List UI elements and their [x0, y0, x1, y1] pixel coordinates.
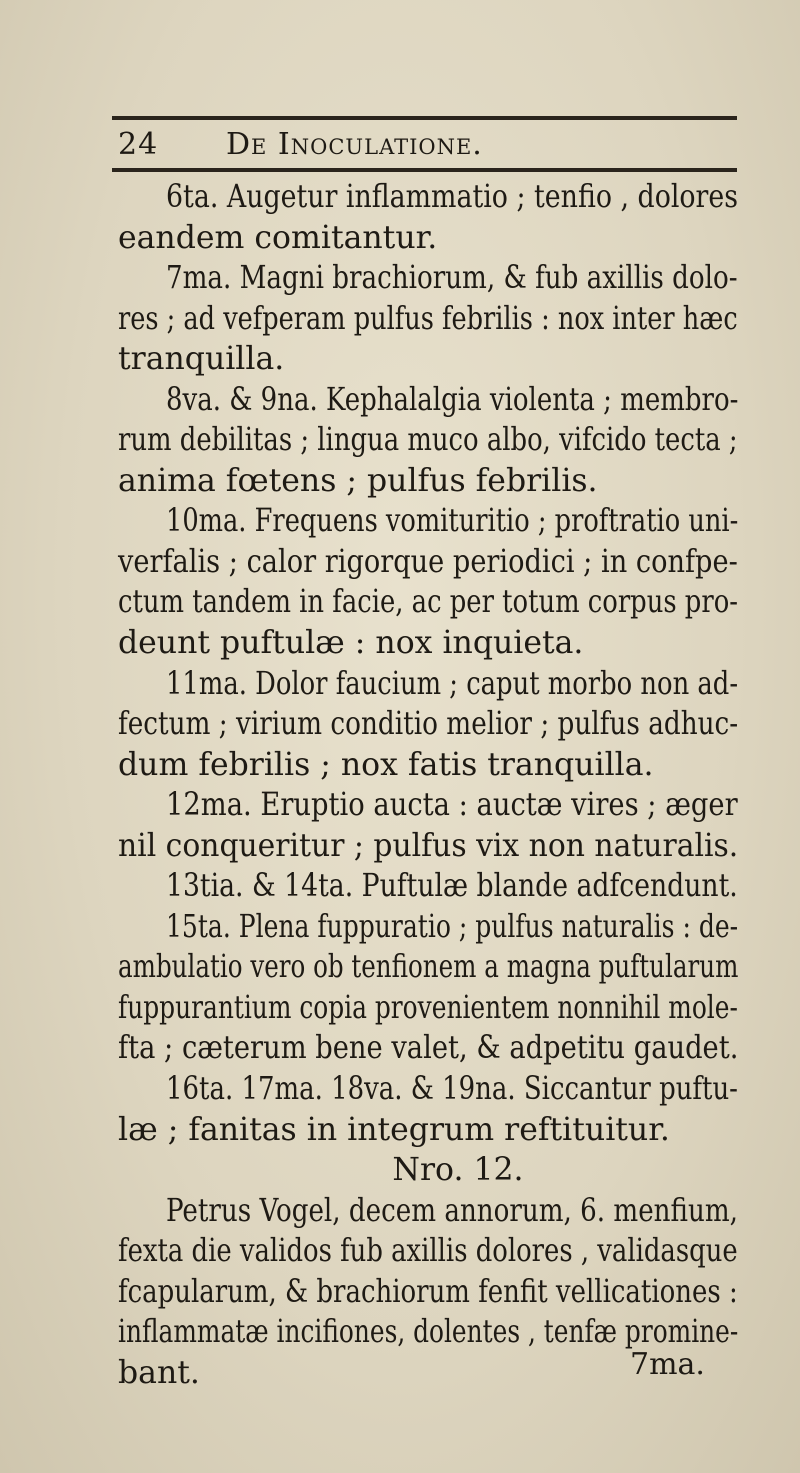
text-line: 11ma. Dolor faucium ; caput morbo non ad-: [166, 665, 739, 702]
text-line: tranquilla.: [118, 341, 285, 378]
text-line: læ ; fanitas in integrum reftituitur.: [118, 1111, 670, 1148]
text-line: bant.: [118, 1354, 200, 1391]
text-line: ambulatio vero ob tenfionem a magna puftularum: [118, 949, 739, 986]
text-line: fcapularum, & brachiorum fenfit vellicationes :: [118, 1273, 738, 1310]
text-line: 10ma. Frequens vomituritio ; proftratio uni-: [166, 503, 739, 540]
text-line: 15ta. Plena fuppuratio ; pulfus naturalis : de-: [166, 908, 739, 945]
running-head: De Inoculatione.: [226, 127, 483, 162]
text-line: nil conqueritur ; pulfus vix non naturalis.: [118, 827, 739, 864]
header-rule: [112, 168, 737, 172]
text-line: ctum tandem in facie, ac per totum corpus pro-: [118, 584, 738, 621]
text-line: 16ta. 17ma. 18va. & 19na. Siccantur puftu-: [166, 1071, 738, 1108]
text-line: 7ma. Magni brachiorum, & fub axillis dolo-: [166, 260, 738, 297]
text-line: res ; ad vefperam pulfus febrilis : nox inter hæc: [118, 300, 738, 337]
page-number: 24: [118, 127, 159, 162]
text-line: inflammatæ incifiones, dolentes , tenfæ promine-: [118, 1314, 739, 1351]
text-line: anima fœtens ; pulfus febrilis.: [118, 462, 598, 499]
text-line: 8va. & 9na. Kephalalgia violenta ; membro-: [166, 381, 739, 418]
text-line: rum debilitas ; lingua muco albo, vifcido tecta ;: [118, 422, 738, 459]
section-heading: Nro. 12.: [392, 1152, 524, 1189]
text-line: deunt puftulæ : nox inquieta.: [118, 625, 584, 662]
text-line: fectum ; virium conditio melior ; pulfus adhuc-: [118, 706, 739, 743]
catchword: 7ma.: [630, 1347, 705, 1382]
text-line: 6ta. Augetur inflammatio ; tenfio , dolores: [166, 179, 739, 215]
text-line: fuppurantium copia provenientem nonnihil mole-: [118, 989, 738, 1026]
text-line: fta ; cæterum bene valet, & adpetitu gaudet.: [118, 1030, 739, 1067]
text-line: dum febrilis ; nox fatis tranquilla.: [118, 746, 654, 783]
text-line: verfalis ; calor rigorque periodici ; in confpe-: [118, 543, 738, 580]
text-line: eandem comitantur.: [118, 219, 438, 256]
text-line: fexta die validos fub axillis dolores , validasque: [118, 1233, 738, 1270]
top-rule: [112, 116, 737, 120]
body-text: [118, 177, 738, 1393]
text-line: 12ma. Eruptio aucta : auctæ vires ; æger: [166, 787, 738, 824]
text-line: Petrus Vogel, decem annorum, 6. menfium,: [166, 1192, 738, 1229]
page-header: [118, 122, 718, 168]
text-line: 13tia. & 14ta. Puftulæ blande adfcendunt.: [166, 868, 738, 905]
